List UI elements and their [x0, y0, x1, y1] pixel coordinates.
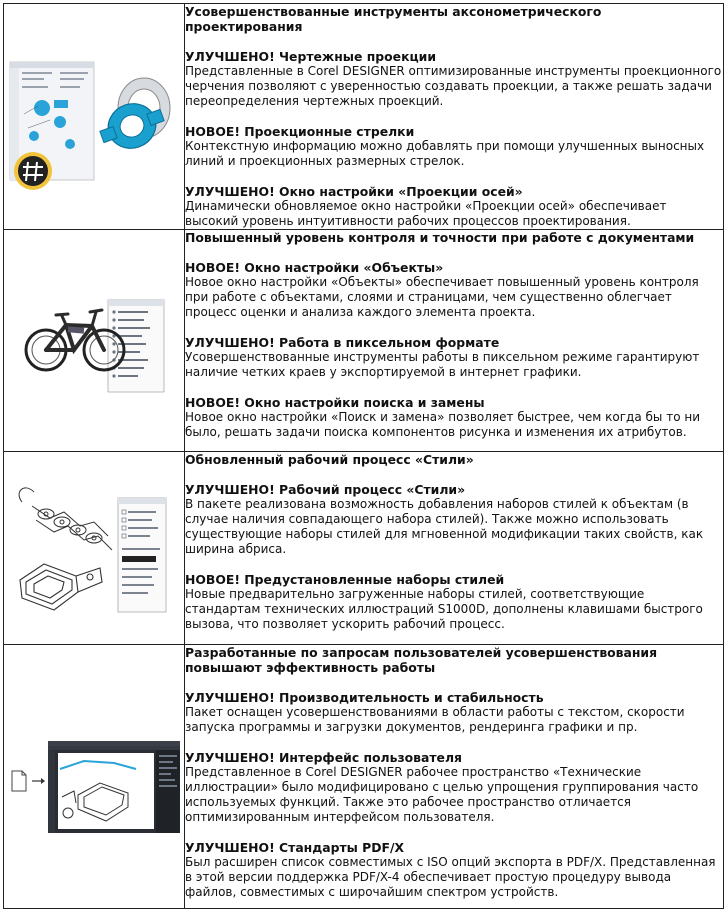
feature-block — [185, 260, 723, 320]
text-cell — [185, 230, 724, 452]
feature-block — [185, 572, 723, 632]
feature-body: Был расширен список совместимых с ISO опций экспорта в PDF/X. Представленная в этой версии поддержка PDF/X-4 обеспечивает простую процедуру вывода файлов, совместимых с широчайшим спектром устройств. — [185, 855, 716, 899]
image-cell — [4, 230, 185, 452]
arrow-right-icon — [32, 778, 45, 784]
feature-title: УЛУЧШЕНО! Чертежные проекции — [185, 49, 437, 64]
feature-title: УЛУЧШЕНО! Стандарты PDF/X — [185, 840, 405, 855]
feature-body: Пакет оснащен усовершенствованиями в области работы с текстом, скорости запуска программы и загрузки документов, рендеринга графики и пр. — [185, 705, 685, 734]
section-title: Обновленный рабочий процесс «Стили» — [185, 452, 474, 467]
feature-block — [185, 124, 723, 169]
bicycle-objects-docker — [4, 230, 184, 450]
feature-block — [185, 184, 723, 229]
feature-body: Контекстную информацию можно добавлять при помощи улучшенных выносных линий и проекционных размерных стрелок. — [185, 139, 705, 168]
feature-title: УЛУЧШЕНО! Рабочий процесс «Стили» — [185, 482, 466, 497]
feature-title: УЛУЧШЕНО! Интерфейс пользователя — [185, 750, 462, 765]
section-title: Разработанные по запросам пользователей усовершенствования повышают эффективность работы — [185, 645, 658, 675]
table-row — [4, 645, 724, 909]
feature-title: НОВОЕ! Окно настройки «Объекты» — [185, 260, 444, 275]
feature-title: УЛУЧШЕНО! Производительность и стабильность — [185, 690, 544, 705]
feature-block — [185, 49, 723, 109]
feature-title: УЛУЧШЕНО! Работа в пиксельном формате — [185, 335, 500, 350]
section-title: Повышенный уровень контроля и точности при работе с документами — [185, 230, 695, 245]
table-row — [4, 4, 724, 230]
feature-block — [185, 750, 723, 825]
chain-pedal-styles-docker — [4, 452, 184, 643]
table-row — [4, 230, 724, 452]
feature-body: Представленное в Corel DESIGNER рабочее пространство «Технические иллюстрации» было модифицировано с целью упрощения группирования часто используемых функций. Также это рабочее пространство отличается оптимизированным интерфейсом пользователя. — [185, 765, 699, 824]
feature-block — [185, 690, 723, 735]
section-title: Усовершенствованные инструменты аксонометрического проектирования — [185, 4, 602, 34]
projection-cad-screenshot — [4, 4, 184, 224]
feature-body: Новое окно настройки «Поиск и замена» позволяет быстрее, чем когда бы то ни было, решать задачи поиска компонентов рисунка и изменения их атрибутов. — [185, 410, 700, 439]
image-cell — [4, 452, 185, 645]
feature-block — [185, 840, 723, 900]
image-cell — [4, 4, 185, 230]
feature-title: НОВОЕ! Предустановленные наборы стилей — [185, 572, 505, 587]
feature-table — [3, 3, 724, 909]
text-cell — [185, 4, 724, 230]
document-to-workspace — [4, 645, 184, 907]
text-cell — [185, 645, 724, 909]
feature-block — [185, 482, 723, 557]
feature-body: Усовершенствованные инструменты работы в пиксельном режиме гарантируют наличие четких краев у экспортируемой в интернет графики. — [185, 350, 700, 379]
feature-title: НОВОЕ! Окно настройки поиска и замены — [185, 395, 485, 410]
text-cell — [185, 452, 724, 645]
document-icon — [12, 771, 26, 791]
feature-body: Новое окно настройки «Объекты» обеспечивает повышенный уровень контроля при работе с объектами, слоями и страницами, чем существенно облегчает процесс оценки и анализа каждого элемента проекта. — [185, 275, 699, 319]
feature-title: НОВОЕ! Проекционные стрелки — [185, 124, 415, 139]
image-cell — [4, 645, 185, 909]
feature-body: Новые предварительно загруженные наборы стилей, соответствующие стандартам технических иллюстраций S1000D, дополнены клавишами быстрого вызова, что позволяет ускорить рабочий процесс. — [185, 587, 703, 631]
feature-title: УЛУЧШЕНО! Окно настройки «Проекции осей» — [185, 184, 523, 199]
feature-block — [185, 335, 723, 380]
feature-body: Представленные в Corel DESIGNER оптимизированные инструменты проекционного черчения позволяют с уверенностью создавать проекции, а также решать задачи переопределения чертежных проекций. — [185, 64, 722, 108]
workspace-screenshot — [48, 741, 180, 833]
feature-body: Динамически обновляемое окно настройки «Проекции осей» обеспечивает высокий уровень интуитивности рабочих процессов проектирования. — [185, 199, 667, 228]
feature-body: В пакете реализована возможность добавления наборов стилей к объектам (в случае наличия совпадающего набора стилей). Также можно использовать существующие наборы стилей для мгновенной модификации таких свойств, как ширина абриса. — [185, 497, 704, 556]
feature-block — [185, 395, 723, 440]
table-row — [4, 452, 724, 645]
